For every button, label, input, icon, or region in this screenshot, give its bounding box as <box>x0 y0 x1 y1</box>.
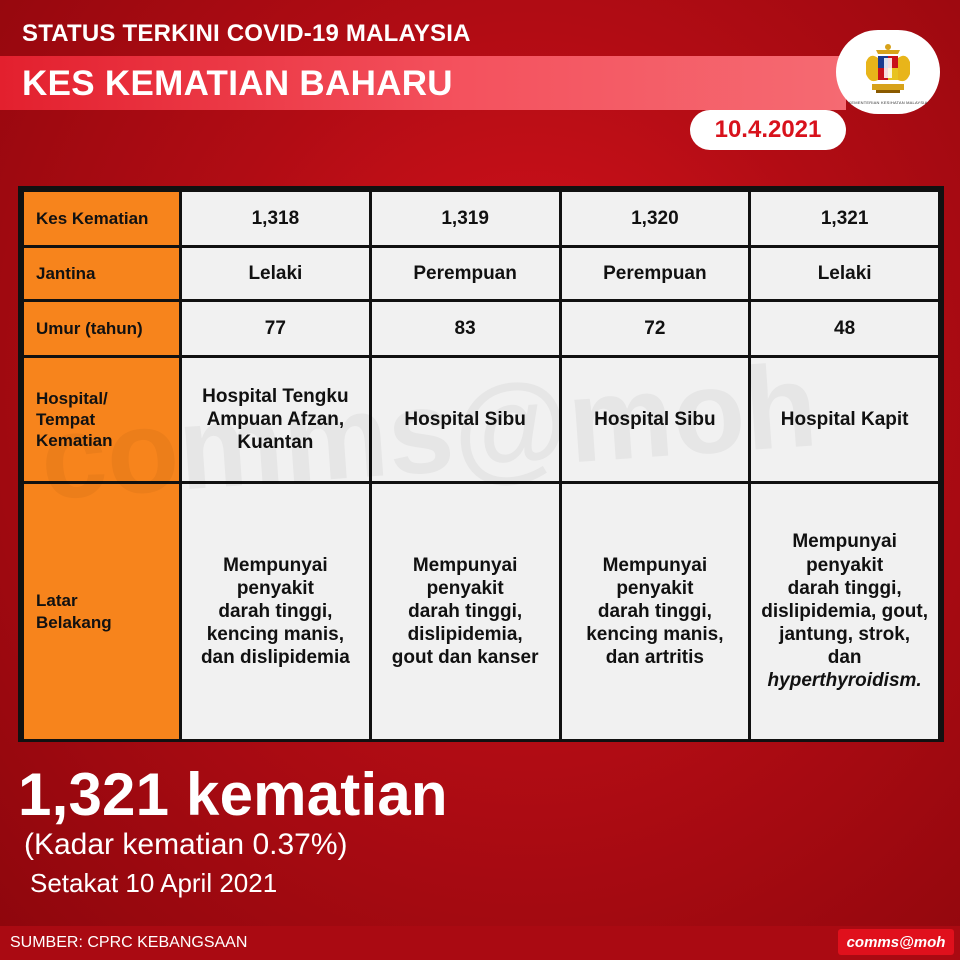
table-row-age <box>23 301 940 357</box>
gender-cell: Perempuan <box>560 247 750 301</box>
row-header-background <box>23 483 181 741</box>
gender-cell: Perempuan <box>370 247 560 301</box>
hospital-cell <box>750 357 940 483</box>
age-cell: 72 <box>560 301 750 357</box>
row-header-age: Umur (tahun) <box>23 301 181 357</box>
footer-tag: comms@moh <box>838 929 954 955</box>
subtitle: STATUS TERKINI COVID-19 MALAYSIA <box>22 20 471 47</box>
background-line: kencing manis, <box>206 624 345 646</box>
background-line: Mempunyai <box>223 554 328 576</box>
background-line: kencing manis, <box>586 624 724 646</box>
background-line: Mempunyai <box>602 554 708 576</box>
background-line: gout dan kanser <box>391 647 539 669</box>
background-cell <box>560 483 750 741</box>
background-line: penyakit <box>426 577 504 599</box>
background-line: penyakit <box>806 554 884 576</box>
background-line: jantung, strok, <box>779 624 911 646</box>
hospital-line: Kuantan <box>237 432 314 454</box>
background-line: dan <box>827 647 862 669</box>
date-badge: 10.4.2021 <box>690 110 846 150</box>
case-id-cell: 1,321 <box>750 191 940 247</box>
background-line: darah tinggi, <box>597 600 712 622</box>
row-header-line: Belakang <box>36 612 112 632</box>
as-of-date: Setakat 10 April 2021 <box>30 868 278 898</box>
row-header-line: Latar <box>36 591 78 611</box>
title-banner <box>0 56 846 110</box>
hospital-cell <box>181 357 371 483</box>
hospital-cell <box>370 357 560 483</box>
background-cell <box>181 483 371 741</box>
background-line: darah tinggi, <box>218 600 333 622</box>
background-line: darah tinggi, <box>787 577 902 599</box>
background-line: dan artritis <box>605 647 704 669</box>
row-header-line: Tempat <box>36 409 96 429</box>
hospital-line: Hospital Kapit <box>780 408 909 430</box>
ministry-logo <box>836 30 940 114</box>
row-header-line: Hospital/ <box>36 388 108 408</box>
total-deaths: 1,321 kematian <box>18 761 448 828</box>
coat-of-arms-icon <box>858 40 918 98</box>
background-line: penyakit <box>616 577 694 599</box>
table-row-case-id <box>23 191 940 247</box>
background-line-italic: hyperthyroidism. <box>767 670 922 692</box>
case-id-cell: 1,320 <box>560 191 750 247</box>
row-header-case: Kes Kematian <box>23 191 181 247</box>
background-cell <box>370 483 560 741</box>
row-header-hospital <box>23 357 181 483</box>
age-cell: 77 <box>181 301 371 357</box>
logo-caption: KEMENTERIAN KESIHATAN MALAYSIA <box>848 99 928 105</box>
hospital-line: Hospital Sibu <box>594 408 716 430</box>
death-rate: (Kadar kematian 0.37%) <box>24 828 348 861</box>
background-line: penyakit <box>236 577 314 599</box>
table-row-background <box>23 483 940 741</box>
gender-cell: Lelaki <box>750 247 940 301</box>
hospital-line: Hospital Sibu <box>404 408 526 430</box>
background-line: Mempunyai <box>792 531 897 553</box>
hospital-line: Ampuan Afzan, <box>206 408 345 430</box>
source-text: SUMBER: CPRC KEBANGSAAN <box>10 934 248 951</box>
background-cell <box>750 483 940 741</box>
age-cell: 48 <box>750 301 940 357</box>
death-cases-table <box>18 186 944 742</box>
gender-cell: Lelaki <box>181 247 371 301</box>
background-line: dan dislipidemia <box>200 647 350 669</box>
age-cell: 83 <box>370 301 560 357</box>
case-id-cell: 1,318 <box>181 191 371 247</box>
background-line: Mempunyai <box>412 554 518 576</box>
table-row-hospital <box>23 357 940 483</box>
page-title: KES KEMATIAN BAHARU <box>22 64 453 103</box>
background-line: dislipidemia, gout, <box>761 600 929 622</box>
hospital-line: Hospital Tengku <box>202 385 349 407</box>
row-header-gender: Jantina <box>23 247 181 301</box>
background-line: darah tinggi, <box>408 600 523 622</box>
case-id-cell: 1,319 <box>370 191 560 247</box>
table-row-gender <box>23 247 940 301</box>
hospital-cell <box>560 357 750 483</box>
background-line: dislipidemia, <box>407 624 523 646</box>
row-header-line: Kematian <box>36 431 113 451</box>
